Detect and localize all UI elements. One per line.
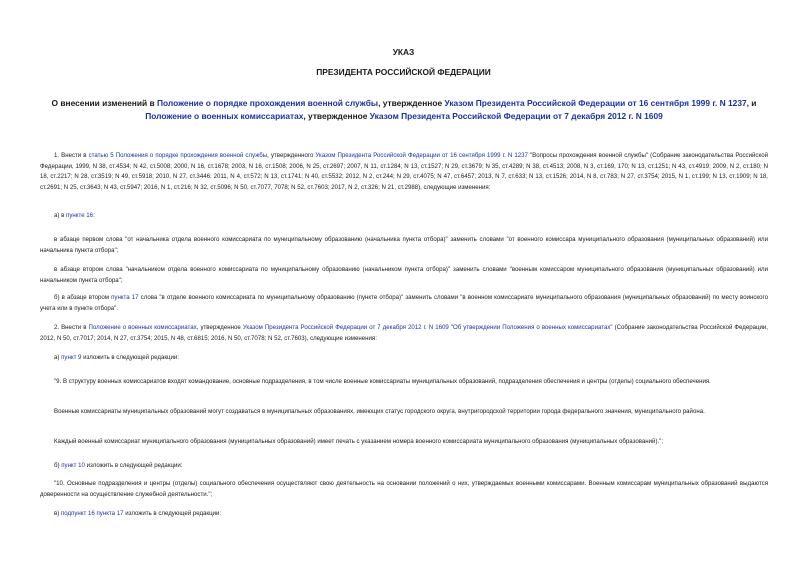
paragraph-1b: б) в абзаце втором пункта 17 слова "в отделе военного комиссариата по муниципальному образованию (пункте отбора)" заменить словами "в военном комиссариате муниципального образования (муниципальных образований) по месту воинского учета или в пункте отбора". bbox=[40, 294, 769, 312]
link-regulation-military-service[interactable]: Положение о порядке прохождения военной службы bbox=[156, 98, 379, 108]
paragraph-item-10: "10. Основные подразделения и центры (отделы) социального обеспечения осуществляют свою деятельность на основании положений о них, утверждаемых военными комиссарами. Военным комиссарам муниципальных образований выдаются доверенности на осуществление служебной деятельности."; bbox=[40, 480, 768, 498]
paragraph-1a-second: в абзаце втором слова "начальником отдела военного комиссариата по муниципальному образованию (начальником пункта отбора)" заменить словами "военным комиссаром муниципального образования (муниципальных образований) или начальником пункта отбора"; bbox=[40, 266, 768, 284]
paragraph-item-9: "9. В структуру военных комиссариатов входят командование, основные подразделения, в том числе военные комиссариаты муниципальных образований, подразделения обеспечения и центры (отделы) социального обеспечения. bbox=[54, 378, 711, 385]
paragraph-1a: а) в пункте 16: bbox=[54, 212, 95, 219]
link-item-9[interactable]: пункт 9 bbox=[61, 354, 82, 361]
link-item-16[interactable]: пункте 16 bbox=[66, 212, 94, 219]
decree-heading: УКАЗ bbox=[392, 47, 415, 57]
link-article-5[interactable]: статью 5 Положения о порядке прохождения военной службы bbox=[88, 152, 268, 159]
paragraph-1a-first: в абзаце первом слова "от начальника отдела военного комиссариата по муниципальному образованию (начальника пункта отбора)" заменить словами "от военного комиссара муниципального образования (муниципальных образований) или начальника пункта отбора"; bbox=[40, 236, 768, 254]
link-decree-1237-body[interactable]: Указом Президента Российской Федерации от 16 сентября 1999 г. N 1237 bbox=[315, 152, 528, 159]
paragraph-item-9-third: Каждый военный комиссариат муниципального образования (муниципальных образований) имеет печать с указанием номера военного комиссариата муниципального образования (муниципальных образований)."; bbox=[54, 438, 664, 445]
link-approval-regulation[interactable]: Об утверждении Положения о военных комиссариатах bbox=[452, 324, 611, 331]
paragraph-2b: б) пункт 10 изложить в следующей редакции: bbox=[54, 462, 183, 469]
link-regulation-commissariats-body[interactable]: Положение о военных комиссариатах bbox=[88, 324, 197, 331]
link-decree-1609-body[interactable]: Указом Президента Российской Федерации от 7 декабря 2012 г. N 1609 bbox=[242, 324, 449, 331]
paragraph-item-9-second: Военные комиссариаты муниципальных образований могут создаваться в муниципальных образованиях, имеющих статус городского округа, внутригородской территории города федерального значения, муниципального района. bbox=[54, 408, 705, 415]
paragraph-2c: в) подпункт 16 пункта 17 изложить в следующей редакции: bbox=[54, 510, 222, 517]
link-decree-1237[interactable]: Указом Президента Российской Федерации от 16 сентября 1999 г. N 1237 bbox=[444, 98, 747, 108]
paragraph-2: 2. Внести в Положение о военных комиссариатах, утвержденное Указом Президента Российской Федерации от 7 декабря 2012 г. N 1609 "Об утверждении Положения о военных комиссариатах" (Собрание законодательства Российской Федерации, 2012, N 50, ст.7017; 2014, N 27, ст.3754; 2015, N 48, ст.6815; 2016, N 50, ст.7078; N 52, ст.7603), следующие изменения: bbox=[40, 324, 768, 342]
paragraph-1: 1. Внести в статью 5 Положения о порядке прохождения военной службы, утвержденного Указом Президента Российской Федерации от 16 сентября 1999 г. N 1237 "Вопросы прохождения военной службы" (Собрание законодательства Российской Федерации, 1999, N 38, ст.4534; N 42, ст.5008; 2000, N 16, ст.1678; 2003, N 16, ст.1508; 2006, N 25, ст.2697; 2007, N 11, ст.1284; N 13, ст.1527; N 29, ст.3679; N 35, ст.4289; N 38, ст.4513; 2008, N 3, ст.169, 170; N 13, ст.1251; N 43, ст.4919; 2009, N 2, ст.180; N 18, ст.2217; N 28, ст.3519; N 49, ст.5918; 2010, N 27, ст.3446; 2011, N 4, ст.572; N 13, ст.1741; N 40, ст.5532; 2012, N 2, ст.244; N 29, ст.4075; N 47, ст.6457; 2013, N 7, ст.633; N 13, ст.1526; 2014, N 8, ст.783; N 27, ст.3754; 2015, N 1, ст.199; N 13, ст.1909; N 18, ст.2691; N 25, ст.3643; N 43, ст.5947; 2016, N 1, ст.216; N 32, ст.5096; N 50, ст.7077, 7078; N 52, ст.7603; 2017, N 2, ст.326; N 21, ст.2988), следующие изменения: bbox=[40, 152, 768, 191]
link-item-10[interactable]: пункт 10 bbox=[61, 462, 85, 469]
issuer-heading: ПРЕЗИДЕНТА РОССИЙСКОЙ ФЕДЕРАЦИИ bbox=[316, 67, 491, 77]
link-regulation-commissariats[interactable]: Положение о военных комиссариатах bbox=[145, 111, 304, 121]
link-subitem-16-item-17[interactable]: подпункт 16 пункта 17 bbox=[60, 510, 124, 517]
document-title: О внесении изменений в Положение о порядке прохождения военной службы, утвержденное Указом Президента Российской Федерации от 16 сентября 1999 г. N 1237, и Положение о военных комиссариатах, утвержденное Указом Президента Российской Федерации от 7 декабря 2012 г. N 1609 bbox=[51, 98, 757, 121]
link-item-17[interactable]: пункта 17 bbox=[111, 294, 139, 301]
link-decree-1609[interactable]: Указом Президента Российской Федерации от 7 декабря 2012 г. N 1609 bbox=[369, 111, 663, 121]
paragraph-2a: а) пункт 9 изложить в следующей редакции: bbox=[54, 354, 179, 361]
